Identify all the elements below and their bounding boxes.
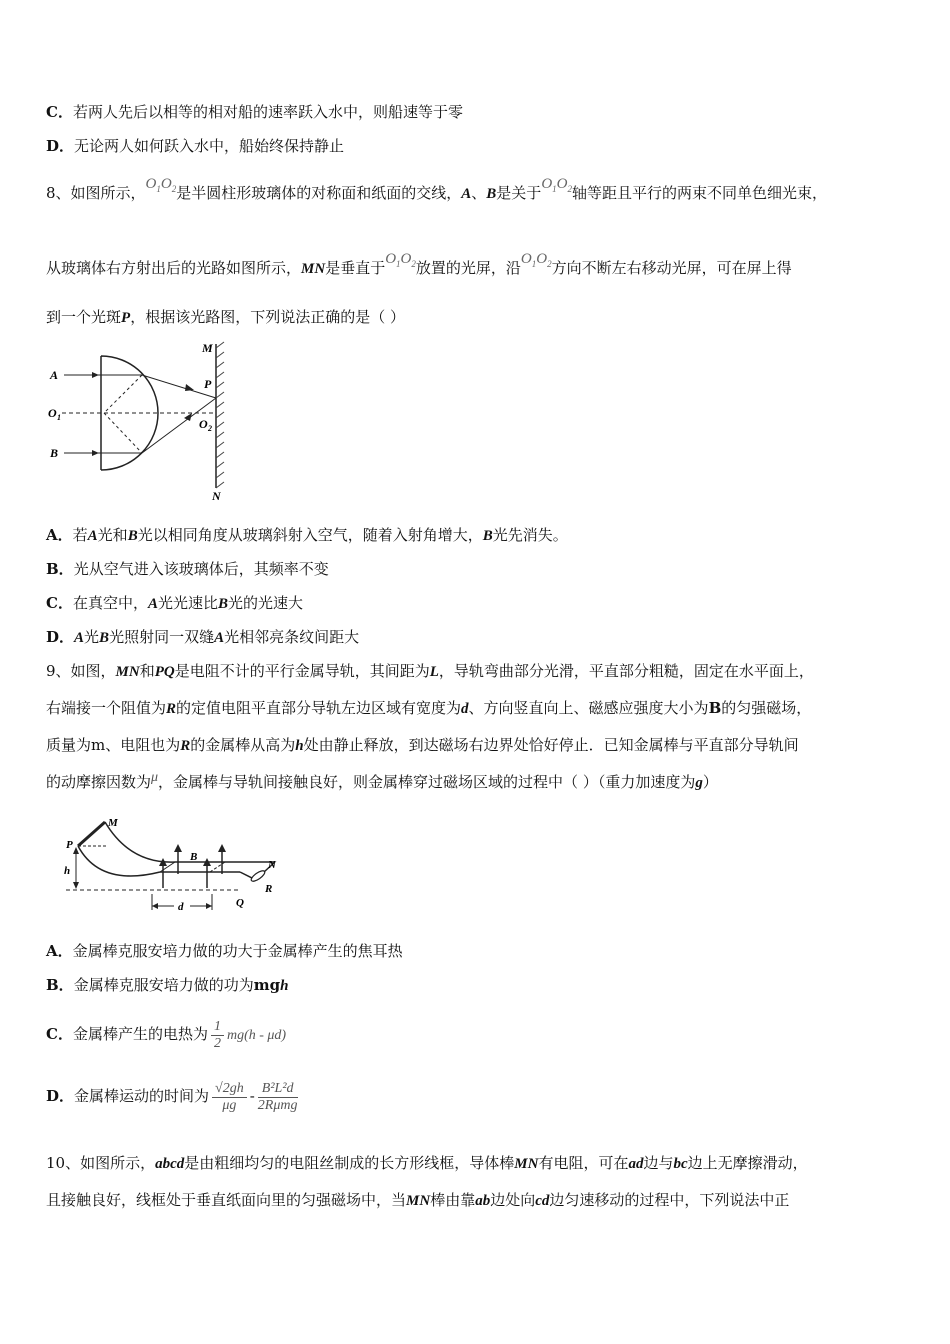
q8-stem-line1: 8、如图所示，$O_1O_2$是半圆柱形玻璃体的对称面和纸面的交线，A、B是关于$O_1O_2$轴等距且平行的两束不同单色细光束， [46,176,828,202]
q7-option-d: D．无论两人如何跃入水中，船始终保持静止 [46,137,345,155]
q9-stem-line3: 质量为m、电阻也为R的金属棒从高为h处由静止释放，到达磁场右边界处恰好停止．已知金属棒与平直部分导轨间 [46,736,799,754]
label-N: N [268,859,276,871]
q8-stem-line2: 从玻璃体右方射出后的光路如图所示，MN是垂直于$O_1O_2$放置的光屏，沿$O_1O_2$方向不断左右移动光屏，可在屏上得 [46,251,792,277]
q7-option-c: C．若两人先后以相等的相对船的速率跃入水中，则船速等于零 [46,103,463,121]
q9-option-c: C．金属棒产生的电热为 $\frac{1}{2}$ mg(h - μd) [46,1018,287,1051]
svg-text:1: 1 [57,413,61,422]
q9-option-d: D．金属棒运动的时间为 $\frac{√2gh}{\mu g}$ - $\frac{\text{B²L²d}}{\text{2Rμmg}}$ [46,1080,298,1113]
label-P: P [204,377,212,391]
label-h: h [64,865,71,877]
label-B: B [50,446,59,460]
q8-option-d: D．A光B光照射同一双缝A光相邻亮条纹间距大 [46,628,360,646]
label-R: R [265,883,273,895]
label-M: M [108,817,118,829]
q10-stem-line1: 10、如图所示，abcd是由粗细均匀的电阻丝制成的长方形线框，导体棒MN有电阻，可在ad边与bc边上无摩擦滑动， [46,1154,808,1172]
label-d: d [178,901,184,913]
q8-option-a: A．若A光和B光以相同角度从玻璃斜射入空气，随着入射角增大，B光先消失。 [46,526,568,544]
label-O1: O [48,406,57,420]
q8-option-b: B．光从空气进入该玻璃体后，其频率不变 [46,560,329,578]
label-P: P [66,839,73,851]
q10-stem-line2: 且接触良好，线框处于垂直纸面向里的匀强磁场中，当MN棒由靠ab边处向cd边匀速移动的过程中，下列说法中正 [46,1191,790,1209]
q9-stem-line4: 的动摩擦因数为μ，金属棒与导轨间接触良好，则金属棒穿过磁场区域的过程中（ ）（重力加速度为g） [46,770,718,791]
o1o2-symbol: $O_1O_2$ [520,251,552,269]
fraction-b2l2d: $\frac{\text{B²L²d}}{\text{2Rμmg}}$ [257,1080,298,1113]
fraction-half: $\frac{1}{2}$ [211,1019,224,1052]
q9-stem-line2: 右端接一个阻值为R的定值电阻平直部分导轨左边区域有宽度为d、方向竖直向上、磁感应强度大小为B的匀强磁场， [46,699,812,717]
label-Q: Q [236,897,244,909]
o1o2-symbol: $O_1O_2$ [541,176,572,194]
svg-text:2: 2 [208,424,212,433]
q8-optics-figure [44,338,244,506]
q9-stem-line1: 9、如图，MN和PQ是电阻不计的平行金属导轨，其间距为L，导轨弯曲部分光滑，平直部分粗糙，固定在水平面上， [46,662,814,680]
q8-option-c: C．在真空中，A光光速比B光的光速大 [46,594,304,612]
label-B: B [190,851,198,863]
label-M: M [202,341,213,355]
fraction-sqrt: $\frac{√2gh}{\mu g}$ [212,1081,247,1114]
q9-option-b: B．金属棒克服安培力做的功为mgh [46,976,289,994]
o1o2-symbol: $O_1O_2$ [385,251,416,269]
label-A: A [50,368,59,382]
label-O2: O [199,417,208,431]
q9-option-a: A．金属棒克服安培力做的功大于金属棒产生的焦耳热 [46,942,403,960]
q8-stem-line3: 到一个光斑P，根据该光路图，下列说法正确的是（ ） [46,308,405,326]
o1o2-symbol: $O_1O_2$ [145,176,177,194]
label-N: N [212,489,221,503]
q9-rail-figure [60,812,290,920]
